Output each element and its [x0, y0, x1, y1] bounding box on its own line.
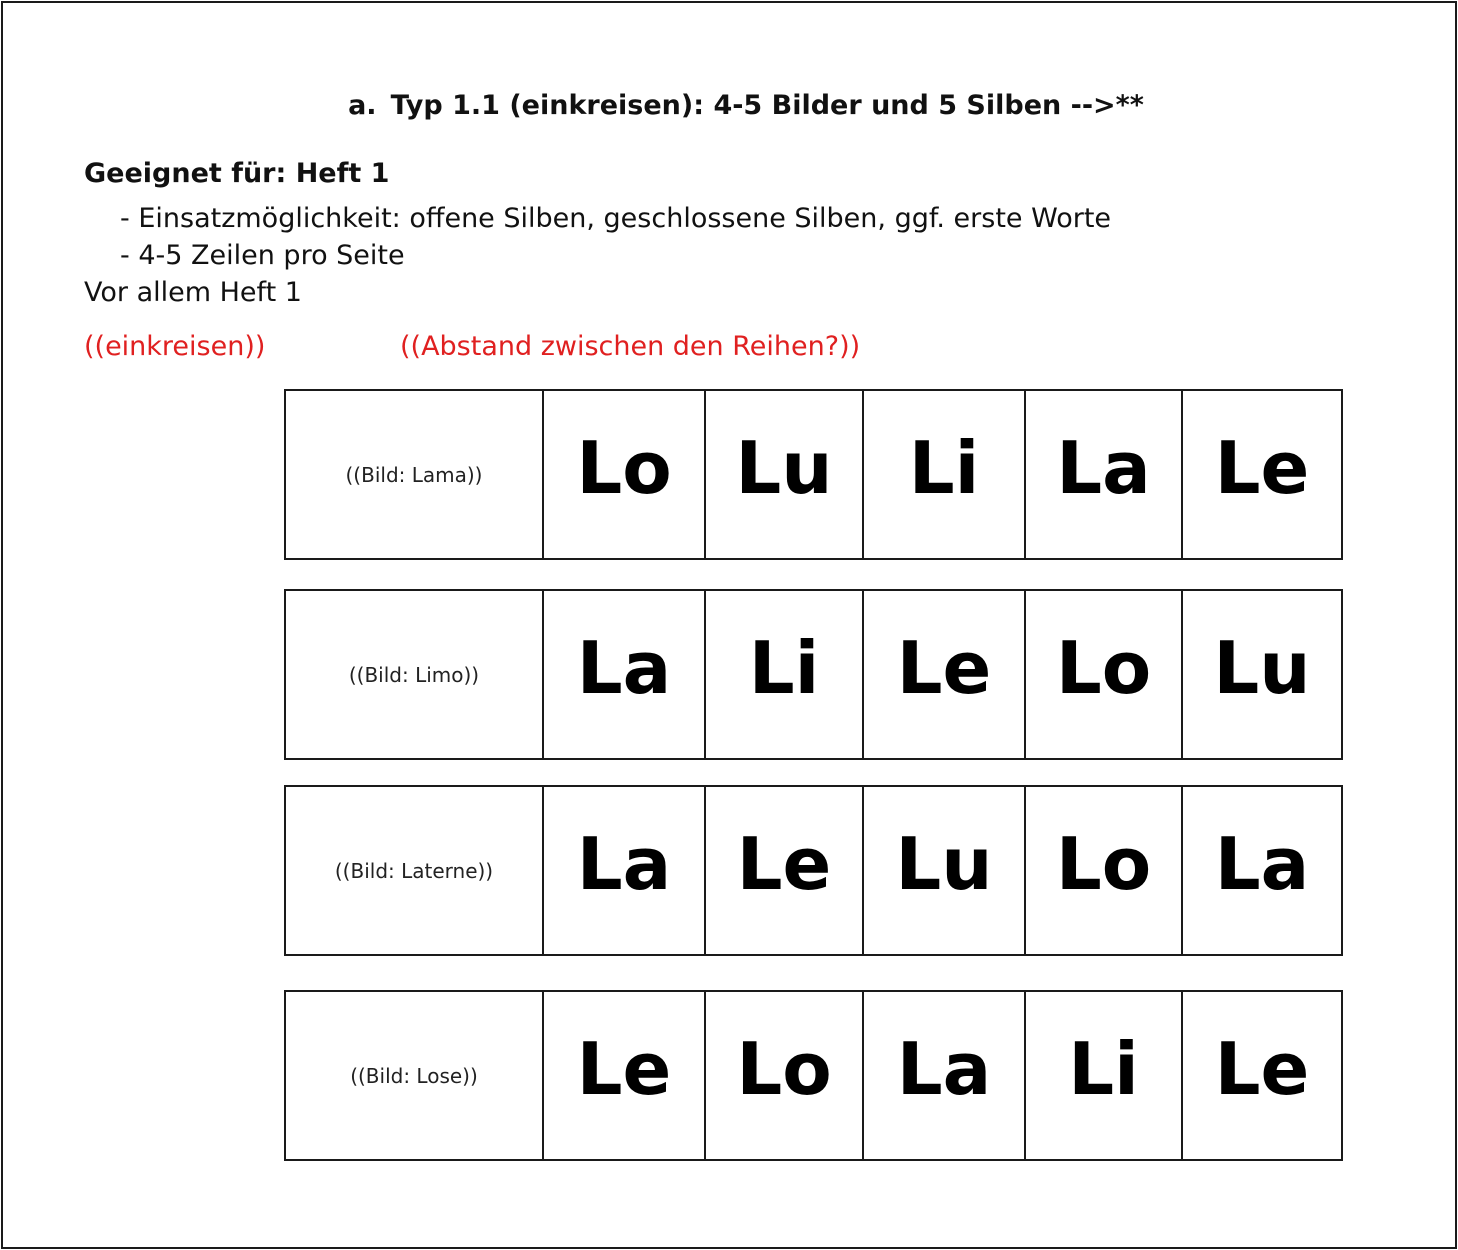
picture-placeholder: ((Bild: Lose)) [285, 991, 543, 1160]
bullet-item: - Einsatzmöglichkeit: offene Silben, geschlossene Silben, ggf. erste Worte [120, 203, 1112, 234]
exercise-row [284, 990, 1343, 1161]
syllable-cell[interactable]: La [543, 590, 705, 759]
syllable-cell[interactable]: La [1182, 786, 1342, 955]
syllable-cell[interactable]: Lu [1182, 590, 1342, 759]
syllable-cell[interactable]: Le [863, 590, 1025, 759]
syllable-cell[interactable]: Lo [705, 991, 863, 1160]
exercise-row [284, 785, 1343, 956]
syllable-cell[interactable]: Li [863, 390, 1025, 559]
picture-placeholder: ((Bild: Laterne)) [285, 786, 543, 955]
exercise-row [284, 589, 1343, 760]
syllable-cell[interactable]: Lu [863, 786, 1025, 955]
suitable-for-label: Geeignet für: Heft 1 [84, 158, 390, 189]
bullet-item: - 4-5 Zeilen pro Seite [120, 240, 405, 271]
syllable-cell[interactable]: Lu [705, 390, 863, 559]
syllable-cell[interactable]: Lo [543, 390, 705, 559]
annotation-einkreisen: ((einkreisen)) [84, 331, 266, 362]
syllable-cell[interactable]: Le [1182, 991, 1342, 1160]
annotation-row-spacing: ((Abstand zwischen den Reihen?)) [400, 331, 861, 362]
syllable-cell[interactable]: Lo [1025, 786, 1182, 955]
bullet-list [120, 200, 1111, 274]
note-text: Vor allem Heft 1 [84, 277, 302, 308]
heading-text: Typ 1.1 (einkreisen): 4-5 Bilder und 5 Silben -->** [390, 90, 1144, 121]
syllable-cell[interactable]: Le [1182, 390, 1342, 559]
picture-placeholder: ((Bild: Lama)) [285, 390, 543, 559]
syllable-cell[interactable]: Li [705, 590, 863, 759]
syllable-cell[interactable]: La [1025, 390, 1182, 559]
heading-number: a. [348, 90, 377, 121]
section-heading [0, 90, 1458, 121]
syllable-cell[interactable]: La [543, 786, 705, 955]
picture-placeholder: ((Bild: Limo)) [285, 590, 543, 759]
syllable-cell[interactable]: Le [543, 991, 705, 1160]
syllable-cell[interactable]: Li [1025, 991, 1182, 1160]
syllable-cell[interactable]: La [863, 991, 1025, 1160]
syllable-cell[interactable]: Lo [1025, 590, 1182, 759]
syllable-cell[interactable]: Le [705, 786, 863, 955]
exercise-row [284, 389, 1343, 560]
